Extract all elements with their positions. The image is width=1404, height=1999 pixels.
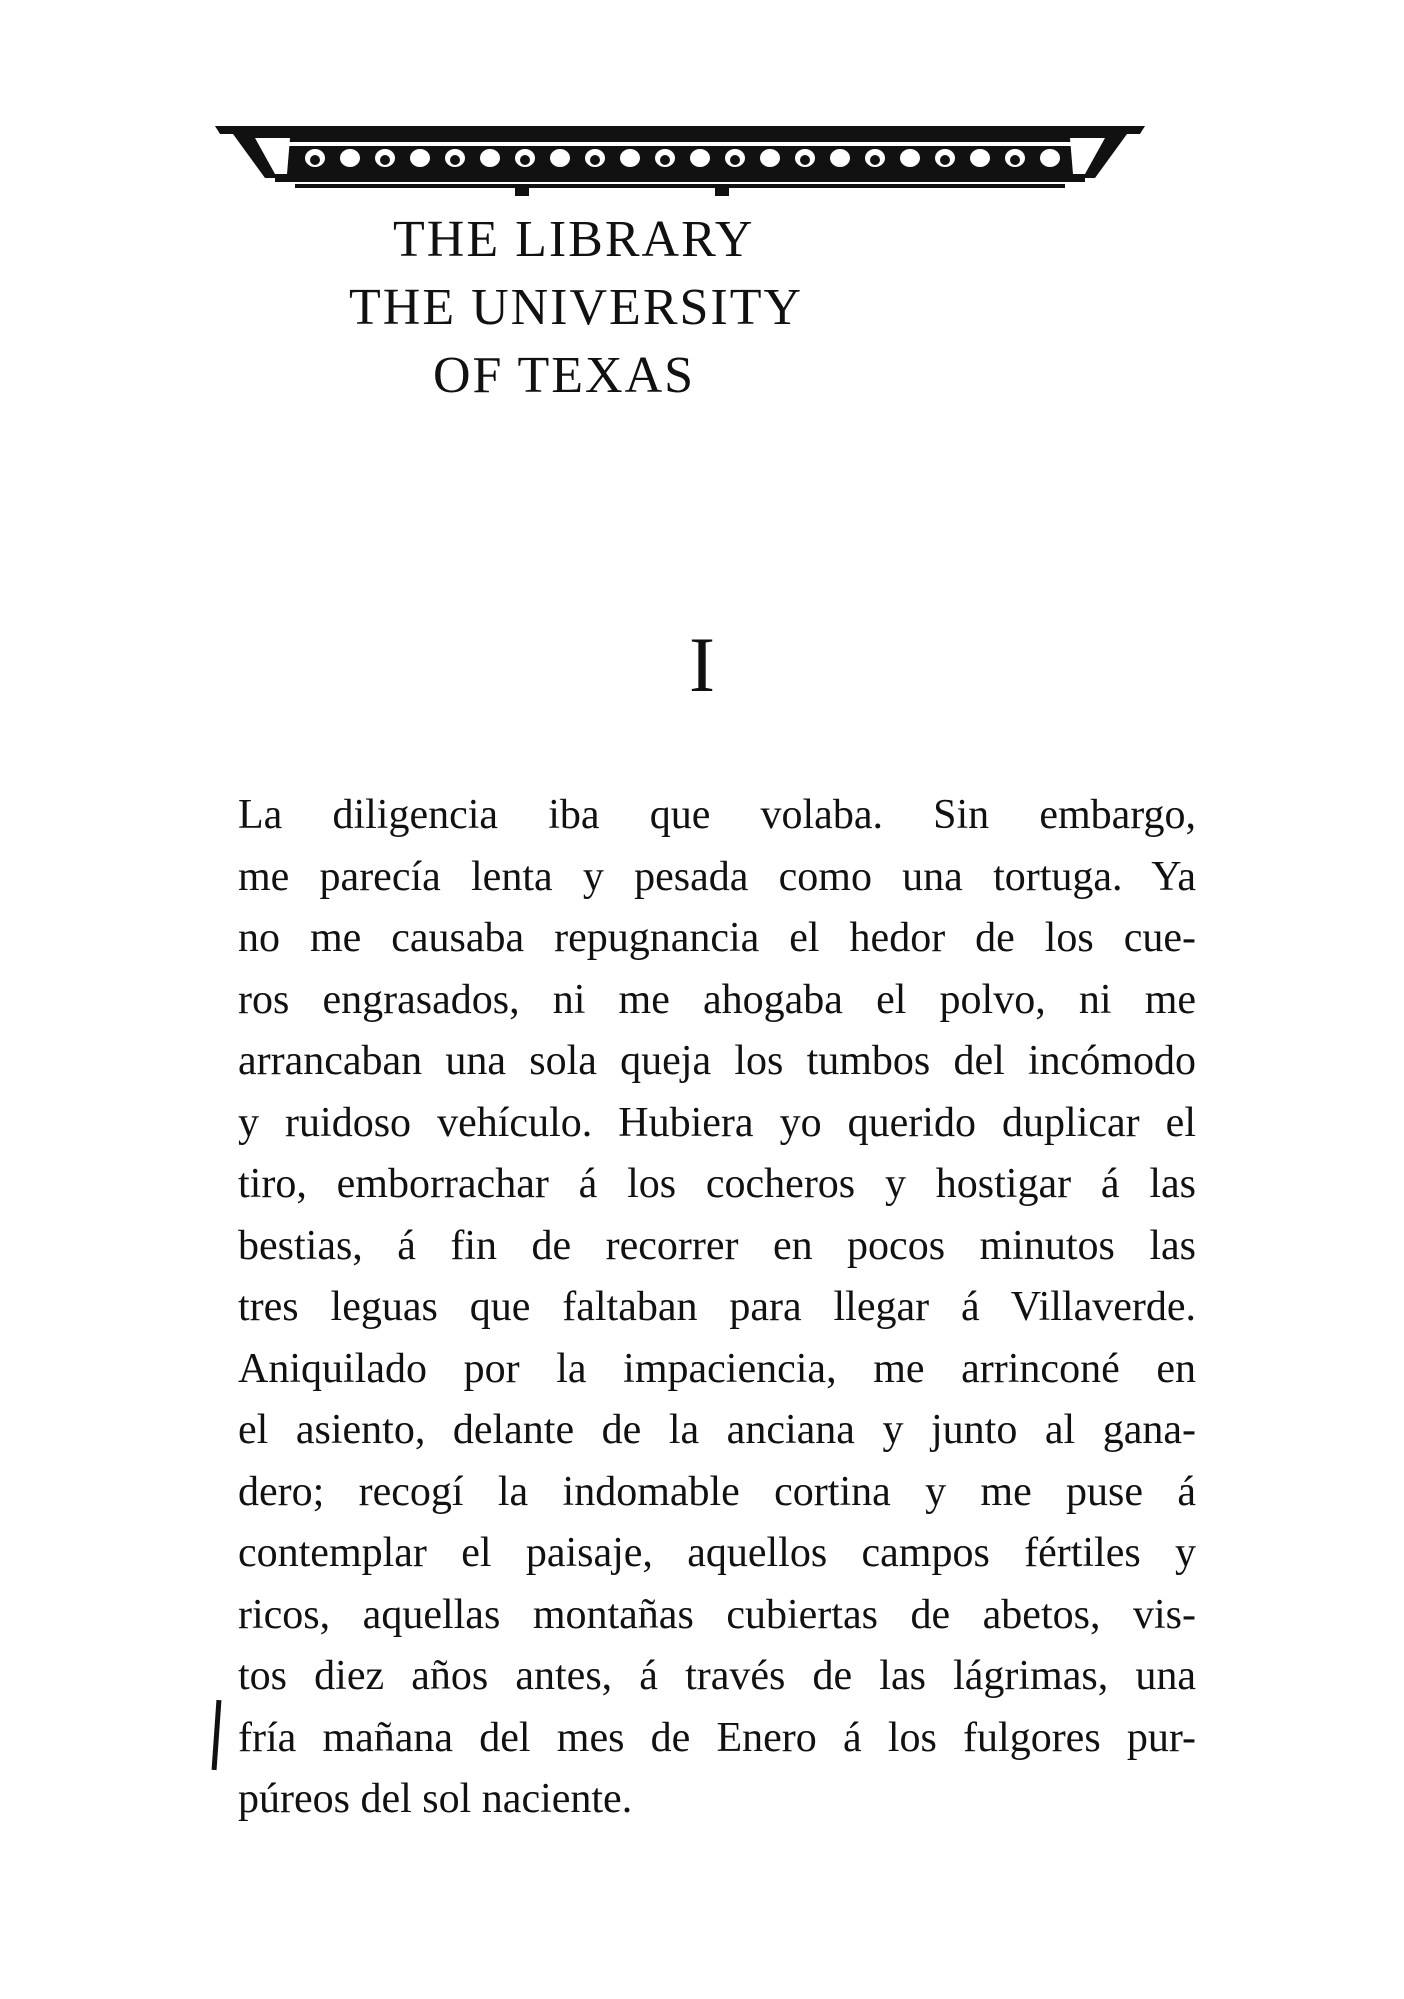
text-line: Aniquilado por la impaciencia, me arrinconé en (238, 1345, 1196, 1392)
text-line: ricos, aquellas montañas cubiertas de abetos, vis- (238, 1591, 1196, 1638)
text-line: bestias, á fin de recorrer en pocos minutos las (238, 1222, 1196, 1269)
stamp-line-university: THE UNIVERSITY (349, 279, 804, 336)
text-line: dero; recogí la indomable cortina y me puse á (238, 1468, 1196, 1515)
text-line: tiro, emborrachar á los cocheros y hostigar á las (238, 1161, 1196, 1207)
margin-mark (212, 1700, 222, 1770)
chapter-numeral: I (689, 621, 715, 708)
text-line: tos diez años antes, á través de las lágrimas, una (238, 1653, 1196, 1699)
text-line: no me causaba repugnancia el hedor de los cue- (238, 915, 1196, 961)
text-line: y ruidoso vehículo. Hubiera yo querido duplicar el (238, 1099, 1196, 1146)
text-line: contemplar el paisaje, aquellos campos fértiles y (238, 1530, 1196, 1576)
text-line: me parecía lenta y pesada como una tortuga. Ya (238, 853, 1196, 900)
body-paragraph (238, 785, 1196, 1831)
stamp-line-library: THE LIBRARY (393, 211, 755, 268)
text-line: arrancaban una sola queja los tumbos del incómodo (238, 1038, 1196, 1084)
library-stamp (215, 118, 1145, 448)
text-line: tres leguas que faltaban para llegar á Villaverde. (238, 1284, 1196, 1330)
text-line: ros engrasados, ni me ahogaba el polvo, ni me (238, 976, 1196, 1023)
text-line: fría mañana del mes de Enero á los fulgores pur- (238, 1714, 1196, 1761)
ornamental-cornice-icon (215, 118, 1145, 198)
text-line: púreos del sol naciente. (238, 1776, 633, 1822)
stamp-line-texas: OF TEXAS (433, 347, 696, 404)
text-line: el asiento, delante de la anciana y junto al gana- (238, 1407, 1196, 1453)
text-line: La diligencia iba que volaba. Sin embargo, (238, 792, 1196, 838)
